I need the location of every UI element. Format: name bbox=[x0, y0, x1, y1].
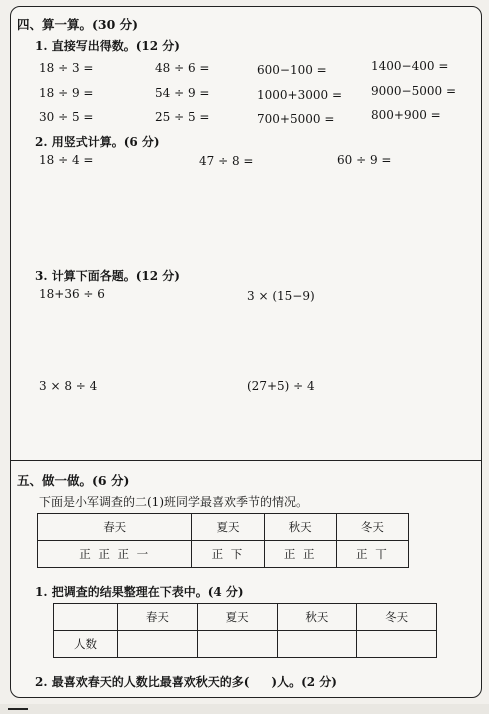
survey-header-summer: 夏天 bbox=[192, 514, 264, 541]
part2-title: 2. 用竖式计算。(6 分) bbox=[35, 135, 160, 149]
survey-header-autumn: 秋天 bbox=[264, 514, 336, 541]
q1-text: 1. 把调查的结果整理在下表中。(4 分) bbox=[35, 585, 244, 599]
calc-3-2: 25 ÷ 5 = bbox=[155, 110, 210, 124]
answer-cell-summer[interactable] bbox=[197, 631, 277, 658]
vertical-calc-1: 18 ÷ 4 = bbox=[39, 153, 94, 167]
exam-page bbox=[10, 6, 482, 698]
section-divider bbox=[11, 460, 481, 461]
tally-summer: 正 下 bbox=[192, 541, 264, 568]
vertical-calc-3: 60 ÷ 9 = bbox=[337, 153, 392, 167]
calc-1-2: 48 ÷ 6 = bbox=[155, 61, 210, 75]
tally-winter: 正 丅 bbox=[336, 541, 408, 568]
q2-text bbox=[35, 673, 337, 690]
vertical-calc-2: 47 ÷ 8 = bbox=[199, 154, 254, 168]
tally-spring: 正 正 正 一 bbox=[38, 541, 192, 568]
calc-1-3: 600−100 = bbox=[257, 63, 327, 77]
calc-3-1: 30 ÷ 5 = bbox=[39, 110, 94, 124]
calc-1-4: 1400−400 = bbox=[371, 59, 449, 73]
section4-title: 四、算一算。(30 分) bbox=[17, 17, 139, 32]
answer-cell-winter[interactable] bbox=[357, 631, 437, 658]
calc-2-4: 9000−5000 = bbox=[371, 84, 457, 98]
part3-title: 3. 计算下面各题。(12 分) bbox=[35, 269, 180, 283]
result-header-blank bbox=[54, 604, 118, 631]
calc-2-1: 18 ÷ 9 = bbox=[39, 86, 94, 100]
result-header-autumn: 秋天 bbox=[277, 604, 357, 631]
survey-header-spring: 春天 bbox=[38, 514, 192, 541]
q2-prefix: 2. 最喜欢春天的人数比最喜欢秋天的多( bbox=[35, 675, 250, 689]
result-header-spring: 春天 bbox=[118, 604, 198, 631]
result-table bbox=[53, 603, 437, 658]
survey-table bbox=[37, 513, 409, 568]
expression-1: 18+36 ÷ 6 bbox=[39, 287, 105, 301]
expression-2: 3 × (15−9) bbox=[247, 289, 315, 303]
footer-mark bbox=[8, 708, 28, 710]
answer-cell-spring[interactable] bbox=[118, 631, 198, 658]
tally-autumn: 正 正 bbox=[264, 541, 336, 568]
expression-3: 3 × 8 ÷ 4 bbox=[39, 379, 98, 393]
part1-title: 1. 直接写出得数。(12 分) bbox=[35, 39, 180, 53]
calc-3-3: 700+5000 = bbox=[257, 112, 335, 126]
survey-intro: 下面是小军调查的二(1)班同学最喜欢季节的情况。 bbox=[39, 495, 308, 509]
calc-2-3: 1000+3000 = bbox=[257, 88, 343, 102]
calc-1-1: 18 ÷ 3 = bbox=[39, 61, 94, 75]
result-header-winter: 冬天 bbox=[357, 604, 437, 631]
answer-cell-autumn[interactable] bbox=[277, 631, 357, 658]
result-row-label: 人数 bbox=[54, 631, 118, 658]
result-header-summer: 夏天 bbox=[197, 604, 277, 631]
expression-4: (27+5) ÷ 4 bbox=[247, 379, 315, 393]
q2-suffix: )人。(2 分) bbox=[271, 675, 337, 689]
calc-2-2: 54 ÷ 9 = bbox=[155, 86, 210, 100]
section5-title: 五、做一做。(6 分) bbox=[17, 473, 130, 488]
survey-header-winter: 冬天 bbox=[336, 514, 408, 541]
calc-3-4: 800+900 = bbox=[371, 108, 441, 122]
page-footer bbox=[0, 704, 489, 714]
